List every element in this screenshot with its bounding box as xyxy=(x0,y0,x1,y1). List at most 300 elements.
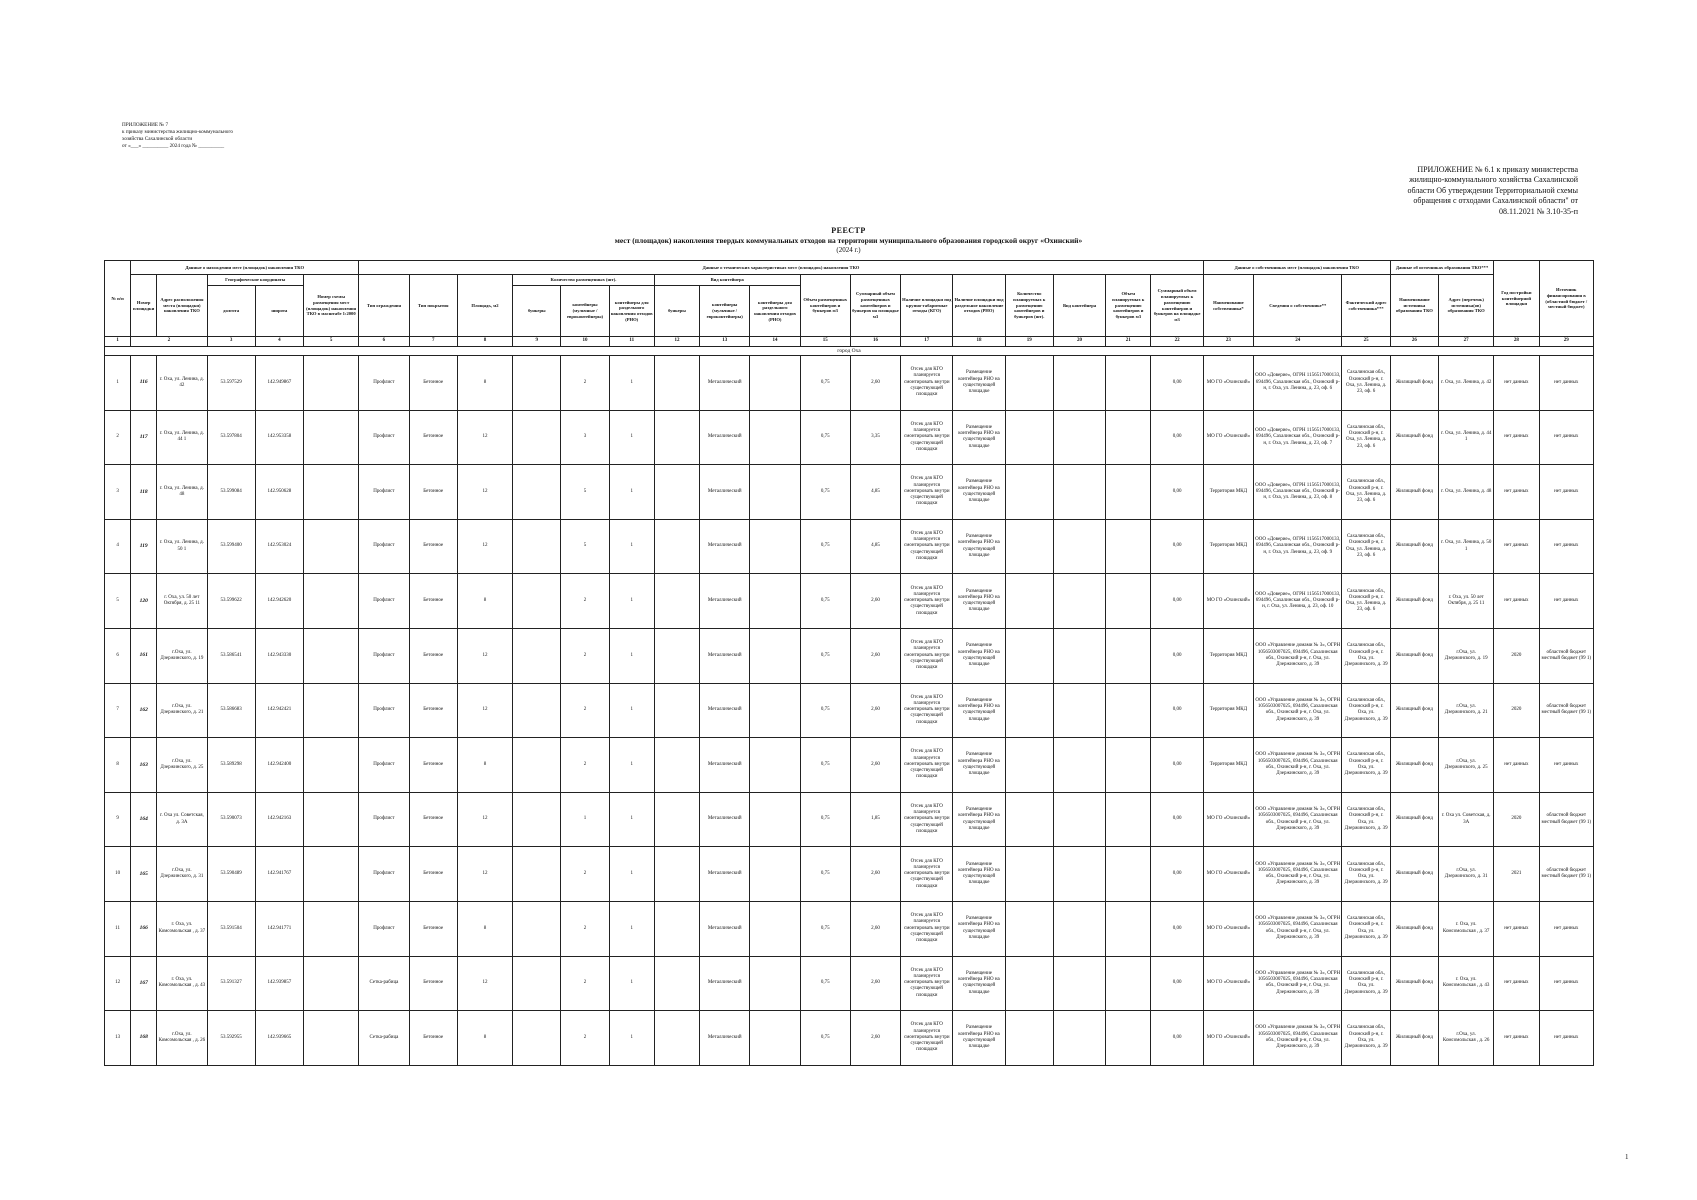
cell-fin: нет данных xyxy=(1539,465,1593,520)
cell-id: 166 xyxy=(131,901,157,956)
cell-no: 12 xyxy=(105,956,131,1011)
cell-owner: Территория МКД xyxy=(1203,683,1253,738)
cell-bunk xyxy=(513,792,561,847)
cell-pl-total: 0,00 xyxy=(1151,1011,1203,1066)
table-row xyxy=(105,1011,1594,1066)
cell-kgo: Отсек для КГО планируется смонтировать внутри существующей площадки xyxy=(901,465,953,520)
cell-owner: МО ГО «Охинский» xyxy=(1203,574,1253,629)
header-kgo: Наличие площадки под крупно-габаритные отходы (КГО) xyxy=(901,275,953,337)
cell-src-addr: г.Оха, ул. Дзержинского, д. 19 xyxy=(1439,628,1494,683)
cell-total: 2,60 xyxy=(850,683,900,738)
cell-lat: 53.591504 xyxy=(207,901,255,956)
header-group-source: Данные об источниках образования ТКО*** xyxy=(1390,261,1494,275)
cell-owner-info: ООО «Управление домами № 3», ОГРН 1056503007025, 694496, Сахалинская обл., Охинский р-н, г. Оха, ул. Дзержинского, д. 39 xyxy=(1254,956,1342,1011)
cell-bkind xyxy=(654,410,699,465)
cell-id: 165 xyxy=(131,847,157,902)
cell-pl-kind xyxy=(1053,956,1105,1011)
cell-src: Жилищный фонд xyxy=(1390,683,1438,738)
cell-year: нет данных xyxy=(1494,574,1539,629)
cell-cover: Бетонное xyxy=(409,901,457,956)
cell-total: 1,85 xyxy=(850,792,900,847)
cell-cover: Бетонное xyxy=(409,738,457,793)
cell-rno-pl: Размещение контейнера РНО на существующей площадке xyxy=(953,465,1005,520)
header-group-place: Данные о нахождении мест (площадок) накопления ТКО xyxy=(131,261,359,275)
cell-cover: Бетонное xyxy=(409,628,457,683)
header-cover: Тип покрытия xyxy=(409,275,457,337)
header-count-group: Количество размещенных (шт). xyxy=(513,275,655,286)
cell-pl-vol xyxy=(1106,410,1151,465)
cell-vol: 0,75 xyxy=(800,683,850,738)
cell-owner: МО ГО «Охинский» xyxy=(1203,410,1253,465)
cell-bkind xyxy=(654,683,699,738)
document-title xyxy=(0,226,1697,254)
cell-lat: 53.597804 xyxy=(207,410,255,465)
cell-scheme xyxy=(304,574,359,629)
cell-area: 8 xyxy=(457,574,512,629)
cell-cont: 2 xyxy=(561,738,609,793)
header-source-name: Наименование источника образования ТКО xyxy=(1390,275,1438,337)
cell-addr: г.Оха, ул. Комсомольская , д. 26 xyxy=(157,1011,207,1066)
cell-pl-total: 0,00 xyxy=(1151,956,1203,1011)
table-row xyxy=(105,465,1594,520)
cell-cont: 2 xyxy=(561,956,609,1011)
cell-pl-vol xyxy=(1106,574,1151,629)
table-row xyxy=(105,792,1594,847)
column-number: 28 xyxy=(1494,337,1539,347)
cell-vol: 0,75 xyxy=(800,574,850,629)
cell-owner: МО ГО «Охинский» xyxy=(1203,847,1253,902)
cell-owner-addr: Сахалинская обл., Охинский р-н, г. Оха, ул. Ленина, д. 23, оф. 6 xyxy=(1342,465,1390,520)
cell-rkind xyxy=(750,1011,800,1066)
cell-pl-vol xyxy=(1106,683,1151,738)
cell-cover: Бетонное xyxy=(409,847,457,902)
cell-pl-cnt xyxy=(1005,1011,1053,1066)
column-number: 20 xyxy=(1053,337,1105,347)
registry-body xyxy=(105,337,1594,1066)
cell-owner-addr: Сахалинская обл., Охинский р-н, г. Оха, ул. Ленина, д. 23, оф. 6 xyxy=(1342,410,1390,465)
cell-lon: 142.939857 xyxy=(255,956,303,1011)
cell-lon: 142.942400 xyxy=(255,738,303,793)
cell-id: 117 xyxy=(131,410,157,465)
cell-owner-addr: Сахалинская обл., Охинский р-н, г. Оха, ул. Ленина, д. 23, оф. 6 xyxy=(1342,519,1390,574)
cell-owner-info: ООО «Доверие», ОГРН 1156517000133, 694496, Сахалинская обл., Охинский р-н, г. Оха, ул. Ленина, д. 23, оф. 9 xyxy=(1254,519,1342,574)
cell-addr: г. Оха, ул. Комсомольская , д. 43 xyxy=(157,956,207,1011)
cell-fence: Профлист xyxy=(359,792,409,847)
cell-fin: нет данных xyxy=(1539,1011,1593,1066)
cell-ckind: Металлический xyxy=(700,956,750,1011)
cell-ckind: Металлический xyxy=(700,683,750,738)
cell-year: нет данных xyxy=(1494,465,1539,520)
header-planned-total: Суммарный объем планируемых к размещению контейнеров и бункеров на площадке м3 xyxy=(1151,275,1203,337)
cell-vol: 0,75 xyxy=(800,901,850,956)
cell-owner-info: ООО «Управление домами № 3», ОГРН 1056503007025, 694496, Сахалинская обл., Охинский р-н, г. Оха, ул. Дзержинского, д. 39 xyxy=(1254,738,1342,793)
cell-addr: г.Оха, ул. Дзержинского, д. 21 xyxy=(157,683,207,738)
cell-fence: Профлист xyxy=(359,410,409,465)
cell-bkind xyxy=(654,847,699,902)
cell-rkind xyxy=(750,410,800,465)
cell-cover: Бетонное xyxy=(409,683,457,738)
cell-rno-pl: Размещение контейнера РНО на существующей площадке xyxy=(953,574,1005,629)
column-number: 25 xyxy=(1342,337,1390,347)
cell-area: 12 xyxy=(457,465,512,520)
cell-area: 8 xyxy=(457,901,512,956)
cell-cont: 2 xyxy=(561,901,609,956)
cell-rno-pl: Размещение контейнера РНО на существующей площадке xyxy=(953,356,1005,411)
cell-ckind: Металлический xyxy=(700,574,750,629)
cell-vol: 0,75 xyxy=(800,628,850,683)
cell-fin: областной бюджет местный бюджет (99 1) xyxy=(1539,792,1593,847)
cell-fin: нет данных xyxy=(1539,956,1593,1011)
header-address: Адрес расположения места (площадки) накопления ТКО xyxy=(157,275,207,337)
cell-owner-info: ООО «Управление домами № 3», ОГРН 1056503007025, 694496, Сахалинская обл., Охинский р-н, г. Оха, ул. Дзержинского, д. 39 xyxy=(1254,792,1342,847)
cell-bkind xyxy=(654,356,699,411)
cell-id: 167 xyxy=(131,956,157,1011)
cell-rno: 1 xyxy=(609,628,654,683)
cell-kgo: Отсек для КГО планируется смонтировать внутри существующей площадки xyxy=(901,628,953,683)
cell-pl-kind xyxy=(1053,356,1105,411)
cell-pl-cnt xyxy=(1005,628,1053,683)
column-number: 27 xyxy=(1439,337,1494,347)
column-number: 13 xyxy=(700,337,750,347)
cell-owner: Территория МКД xyxy=(1203,628,1253,683)
cell-vol: 0,75 xyxy=(800,738,850,793)
cell-pl-total: 0,00 xyxy=(1151,356,1203,411)
cell-kgo: Отсек для КГО планируется смонтировать внутри существующей площадки xyxy=(901,683,953,738)
cell-fin: нет данных xyxy=(1539,356,1593,411)
column-number: 21 xyxy=(1106,337,1151,347)
cell-fin: областной бюджет местный бюджет (99 1) xyxy=(1539,628,1593,683)
cell-bunk xyxy=(513,847,561,902)
cell-src-addr: г. Оха, ул. Комсомольская , д. 43 xyxy=(1439,956,1494,1011)
cell-pl-kind xyxy=(1053,1011,1105,1066)
section-row xyxy=(105,347,1594,356)
note-right-line: области Об утверждении Территориальной схемы xyxy=(1407,185,1578,195)
cell-ckind: Металлический xyxy=(700,792,750,847)
header-geo: Географические координаты xyxy=(207,275,304,286)
cell-no: 3 xyxy=(105,465,131,520)
cell-pl-kind xyxy=(1053,683,1105,738)
cell-src-addr: г. Оха, ул. Ленина, д. 48 xyxy=(1439,465,1494,520)
cell-rno: 1 xyxy=(609,410,654,465)
cell-pl-vol xyxy=(1106,847,1151,902)
cell-src-addr: г.Оха, ул. Дзержинского, д. 25 xyxy=(1439,738,1494,793)
cell-cover: Бетонное xyxy=(409,356,457,411)
cell-cont: 2 xyxy=(561,628,609,683)
cell-lat: 53.590489 xyxy=(207,847,255,902)
section-label: город Оха xyxy=(105,347,1594,356)
cell-owner-info: ООО «Доверие», ОГРН 1156517000133, 694496, Сахалинская обл., Охинский р-н, г. Оха, ул. Ленина, д. 23, оф. 8 xyxy=(1254,465,1342,520)
cell-bunk xyxy=(513,683,561,738)
cell-lon: 142.941771 xyxy=(255,901,303,956)
column-number: 14 xyxy=(750,337,800,347)
column-number: 29 xyxy=(1539,337,1593,347)
cell-bunk xyxy=(513,574,561,629)
cell-no: 1 xyxy=(105,356,131,411)
cell-pl-total: 0,00 xyxy=(1151,847,1203,902)
cell-bunk xyxy=(513,519,561,574)
cell-lat: 53.592955 xyxy=(207,1011,255,1066)
cell-bkind xyxy=(654,901,699,956)
note-right-line: жилищно-коммунального хозяйства Сахалинской xyxy=(1409,175,1578,185)
cell-cont: 1 xyxy=(561,792,609,847)
cell-scheme xyxy=(304,356,359,411)
cell-rno-pl: Размещение контейнера РНО на существующей площадке xyxy=(953,410,1005,465)
cell-rno: 1 xyxy=(609,1011,654,1066)
cell-addr: г.Оха, ул. Дзержинского, д. 19 xyxy=(157,628,207,683)
cell-owner-info: ООО «Управление домами № 3», ОГРН 1056503007025, 694496, Сахалинская обл., Охинский р-н, г. Оха, ул. Дзержинского, д. 39 xyxy=(1254,1011,1342,1066)
cell-id: 168 xyxy=(131,1011,157,1066)
cell-pl-total: 0,00 xyxy=(1151,738,1203,793)
cell-ckind: Металлический xyxy=(700,628,750,683)
cell-rno-pl: Размещение контейнера РНО на существующей площадке xyxy=(953,901,1005,956)
cell-no: 9 xyxy=(105,792,131,847)
cell-vol: 0,75 xyxy=(800,410,850,465)
cell-owner: МО ГО «Охинский» xyxy=(1203,901,1253,956)
header-area: Площадь, м2 xyxy=(457,275,512,337)
cell-scheme xyxy=(304,465,359,520)
cell-area: 12 xyxy=(457,792,512,847)
cell-owner-info: ООО «Управление домами № 3», ОГРН 1056503007025, 694496, Сахалинская обл., Охинский р-н, г. Оха, ул. Дзержинского, д. 39 xyxy=(1254,901,1342,956)
cell-area: 12 xyxy=(457,628,512,683)
column-number: 2 xyxy=(131,337,207,347)
header-source-address: Адрес (перечень) источника(ов) образования ТКО xyxy=(1439,275,1494,337)
cell-cover: Бетонное xyxy=(409,792,457,847)
cell-year: 2020 xyxy=(1494,792,1539,847)
cell-total: 3,35 xyxy=(850,410,900,465)
cell-bunk xyxy=(513,356,561,411)
cell-owner-addr: Сахалинская обл., Охинский р-н, г. Оха, ул. Дзержинского, д. 39 xyxy=(1342,956,1390,1011)
cell-pl-cnt xyxy=(1005,574,1053,629)
cell-addr: г.Оха, ул. Дзержинского, д. 31 xyxy=(157,847,207,902)
header-group-tech: Данные о технических характеристиках мест (площадок) накопления ТКО xyxy=(359,261,1203,275)
title-main: РЕЕСТР xyxy=(831,226,866,235)
cell-fin: областной бюджет местный бюджет (99 1) xyxy=(1539,847,1593,902)
cell-pl-kind xyxy=(1053,574,1105,629)
cell-pl-kind xyxy=(1053,410,1105,465)
header-containers: контейнеры (мульчные / евроконтейнеры) xyxy=(561,286,609,337)
cell-addr: г. Оха, ул. 50 лет Октября, д. 25 11 xyxy=(157,574,207,629)
column-number: 8 xyxy=(457,337,512,347)
table-row xyxy=(105,574,1594,629)
cell-lon: 142.942620 xyxy=(255,574,303,629)
cell-addr: г. Оха, ул. Комсомольская , д. 37 xyxy=(157,901,207,956)
column-number: 19 xyxy=(1005,337,1053,347)
cell-pl-total: 0,00 xyxy=(1151,628,1203,683)
note-left-line: от «___» __________ 2024 года № __________ xyxy=(122,143,225,150)
cell-area: 12 xyxy=(457,956,512,1011)
cell-total: 2,60 xyxy=(850,956,900,1011)
cell-pl-cnt xyxy=(1005,792,1053,847)
cell-owner-addr: Сахалинская обл., Охинский р-н, г. Оха, ул. Ленина, д. 23, оф. 6 xyxy=(1342,356,1390,411)
cell-year: 2020 xyxy=(1494,628,1539,683)
table-row xyxy=(105,628,1594,683)
cell-ckind: Металлический xyxy=(700,901,750,956)
cell-lat: 53.599622 xyxy=(207,574,255,629)
title-year: (2024 г.) xyxy=(836,246,861,254)
table-row xyxy=(105,956,1594,1011)
cell-no: 5 xyxy=(105,574,131,629)
column-number: 12 xyxy=(654,337,699,347)
cell-total: 2,60 xyxy=(850,1011,900,1066)
cell-lon: 142.942163 xyxy=(255,792,303,847)
cell-rkind xyxy=(750,683,800,738)
header-group-owner: Данные о собственниках мест (площадок) накопления ТКО xyxy=(1203,261,1390,275)
cell-owner-addr: Сахалинская обл., Охинский р-н, г. Оха, ул. Дзержинского, д. 39 xyxy=(1342,847,1390,902)
cell-scheme xyxy=(304,410,359,465)
cell-year: нет данных xyxy=(1494,410,1539,465)
column-number: 3 xyxy=(207,337,255,347)
cell-rno: 1 xyxy=(609,792,654,847)
cell-rno-pl: Размещение контейнера РНО на существующей площадке xyxy=(953,847,1005,902)
cell-ckind: Металлический xyxy=(700,1011,750,1066)
cell-rno-pl: Размещение контейнера РНО на существующей площадке xyxy=(953,683,1005,738)
header-planned-count: Количество планируемых к размещению контейнеров и бункеров (шт). xyxy=(1005,275,1053,337)
cell-vol: 0,75 xyxy=(800,1011,850,1066)
cell-owner-info: ООО «Управление домами № 3», ОГРН 1056503007025, 694496, Сахалинская обл., Охинский р-н, г. Оха, ул. Дзержинского, д. 39 xyxy=(1254,683,1342,738)
header-fence: Тип ограждения xyxy=(359,275,409,337)
column-number-row xyxy=(105,337,1594,347)
cell-total: 2,60 xyxy=(850,901,900,956)
cell-kgo: Отсек для КГО планируется смонтировать внутри существующей площадки xyxy=(901,901,953,956)
cell-cont: 2 xyxy=(561,1011,609,1066)
cell-pl-vol xyxy=(1106,628,1151,683)
cell-rno: 1 xyxy=(609,738,654,793)
cell-owner-info: ООО «Доверие», ОГРН 1156517000133, 694496, Сахалинская обл., Охинский р-н, г. Оха, ул. Ленина, д. 23, оф. 6 xyxy=(1254,356,1342,411)
cell-lon: 142.943330 xyxy=(255,628,303,683)
cell-rkind xyxy=(750,956,800,1011)
cell-lon: 142.941767 xyxy=(255,847,303,902)
approval-note-left xyxy=(122,122,372,150)
cell-owner-info: ООО «Управление домами № 3», ОГРН 1056503007025, 694496, Сахалинская обл., Охинский р-н, г. Оха, ул. Дзержинского, д. 39 xyxy=(1254,628,1342,683)
cell-lat: 53.586541 xyxy=(207,628,255,683)
cell-pl-total: 0,00 xyxy=(1151,792,1203,847)
cell-cont: 2 xyxy=(561,847,609,902)
column-number: 10 xyxy=(561,337,609,347)
cell-owner: Территория МКД xyxy=(1203,465,1253,520)
cell-addr: г.Оха, ул. Дзержинского, д. 25 xyxy=(157,738,207,793)
cell-owner: МО ГО «Охинский» xyxy=(1203,356,1253,411)
cell-year: нет данных xyxy=(1494,1011,1539,1066)
cell-pl-cnt xyxy=(1005,738,1053,793)
cell-year: нет данных xyxy=(1494,356,1539,411)
cell-no: 8 xyxy=(105,738,131,793)
cell-rno: 1 xyxy=(609,574,654,629)
column-number: 6 xyxy=(359,337,409,347)
cell-year: нет данных xyxy=(1494,901,1539,956)
cell-no: 13 xyxy=(105,1011,131,1066)
cell-addr: г. Оха, ул. Ленина, д. 50 1 xyxy=(157,519,207,574)
cell-src: Жилищный фонд xyxy=(1390,356,1438,411)
cell-owner-info: ООО «Управление домами № 3», ОГРН 1056503007025, 694496, Сахалинская обл., Охинский р-н, г. Оха, ул. Дзержинского, д. 39 xyxy=(1254,847,1342,902)
cell-rkind xyxy=(750,574,800,629)
cell-fin: нет данных xyxy=(1539,410,1593,465)
cell-bkind xyxy=(654,738,699,793)
cell-src: Жилищный фонд xyxy=(1390,519,1438,574)
approval-note-right xyxy=(1378,165,1578,217)
cell-cont: 3 xyxy=(561,410,609,465)
cell-pl-cnt xyxy=(1005,847,1053,902)
cell-rno-pl: Размещение контейнера РНО на существующей площадке xyxy=(953,738,1005,793)
header-container-rno-kind: контейнеры для раздельного накопления отходов (РНО) xyxy=(750,286,800,337)
cell-kgo: Отсек для КГО планируется смонтировать внутри существующей площадки xyxy=(901,847,953,902)
cell-year: нет данных xyxy=(1494,519,1539,574)
header-lat: долгота xyxy=(207,286,255,337)
cell-src: Жилищный фонд xyxy=(1390,956,1438,1011)
cell-lon: 142.949867 xyxy=(255,356,303,411)
table-row xyxy=(105,738,1594,793)
cell-src-addr: г.Оха, ул. Дзержинского, д. 31 xyxy=(1439,847,1494,902)
cell-cont: 5 xyxy=(561,465,609,520)
cell-src: Жилищный фонд xyxy=(1390,1011,1438,1066)
cell-pl-cnt xyxy=(1005,956,1053,1011)
cell-rkind xyxy=(750,628,800,683)
cell-owner: МО ГО «Охинский» xyxy=(1203,956,1253,1011)
cell-scheme xyxy=(304,1011,359,1066)
title-subtitle: мест (площадок) накопления твердых коммунальных отходов на территории муниципального образования городской округ «Охинский» xyxy=(614,236,1083,245)
cell-bunk xyxy=(513,956,561,1011)
cell-rno: 1 xyxy=(609,847,654,902)
table-row xyxy=(105,356,1594,411)
column-number: 26 xyxy=(1390,337,1438,347)
cell-rno: 1 xyxy=(609,683,654,738)
header-containers-rno: контейнеры для раздельного накопления отходов (РНО) xyxy=(609,286,654,337)
header-lon: широта xyxy=(255,286,303,337)
header-no: № п/п xyxy=(105,261,131,337)
cell-lon: 142.942421 xyxy=(255,683,303,738)
cell-fence: Профлист xyxy=(359,628,409,683)
note-left-line: ПРИЛОЖЕНИЕ № 7 xyxy=(122,122,169,128)
header-container-kind: контейнеры (мульчные / евроконтейнеры) xyxy=(700,286,750,337)
column-number: 23 xyxy=(1203,337,1253,347)
cell-lat: 53.586683 xyxy=(207,683,255,738)
cell-id: 163 xyxy=(131,738,157,793)
cell-pl-total: 0,00 xyxy=(1151,465,1203,520)
cell-ckind: Металлический xyxy=(700,356,750,411)
cell-rkind xyxy=(750,901,800,956)
column-number: 24 xyxy=(1254,337,1342,347)
cell-rkind xyxy=(750,738,800,793)
cell-pl-vol xyxy=(1106,738,1151,793)
cell-rno: 1 xyxy=(609,356,654,411)
cell-no: 2 xyxy=(105,410,131,465)
cell-area: 12 xyxy=(457,683,512,738)
table-row xyxy=(105,901,1594,956)
cell-owner-addr: Сахалинская обл., Охинский р-н, г. Оха, ул. Дзержинского, д. 39 xyxy=(1342,792,1390,847)
cell-owner: МО ГО «Охинский» xyxy=(1203,792,1253,847)
cell-vol: 0,75 xyxy=(800,956,850,1011)
cell-pl-cnt xyxy=(1005,410,1053,465)
cell-owner-info: ООО «Доверие», ОГРН 1156517000133, 694496, Сахалинская обл., Охинский р-н, г. Оха, ул. Ленина, д. 23, оф. 10 xyxy=(1254,574,1342,629)
cell-src-addr: г. Оха, ул. Ленина, д. 44 1 xyxy=(1439,410,1494,465)
cell-area: 12 xyxy=(457,847,512,902)
cell-ckind: Металлический xyxy=(700,519,750,574)
cell-cover: Бетонное xyxy=(409,410,457,465)
column-number: 17 xyxy=(901,337,953,347)
cell-bunk xyxy=(513,410,561,465)
cell-src-addr: г. Оха ул. Советская, д. 3А xyxy=(1439,792,1494,847)
cell-lat: 53.599400 xyxy=(207,519,255,574)
note-right-line: 08.11.2021 № 3.10-35-п xyxy=(1499,206,1578,216)
cell-rkind xyxy=(750,847,800,902)
column-number: 1 xyxy=(105,337,131,347)
cell-kgo: Отсек для КГО планируется смонтировать внутри существующей площадки xyxy=(901,956,953,1011)
cell-pl-kind xyxy=(1053,847,1105,902)
header-owner-address: Фактический адрес собственника*** xyxy=(1342,275,1390,337)
cell-rno-pl: Размещение контейнера РНО на существующей площадке xyxy=(953,519,1005,574)
cell-rkind xyxy=(750,519,800,574)
cell-bkind xyxy=(654,574,699,629)
cell-scheme xyxy=(304,901,359,956)
